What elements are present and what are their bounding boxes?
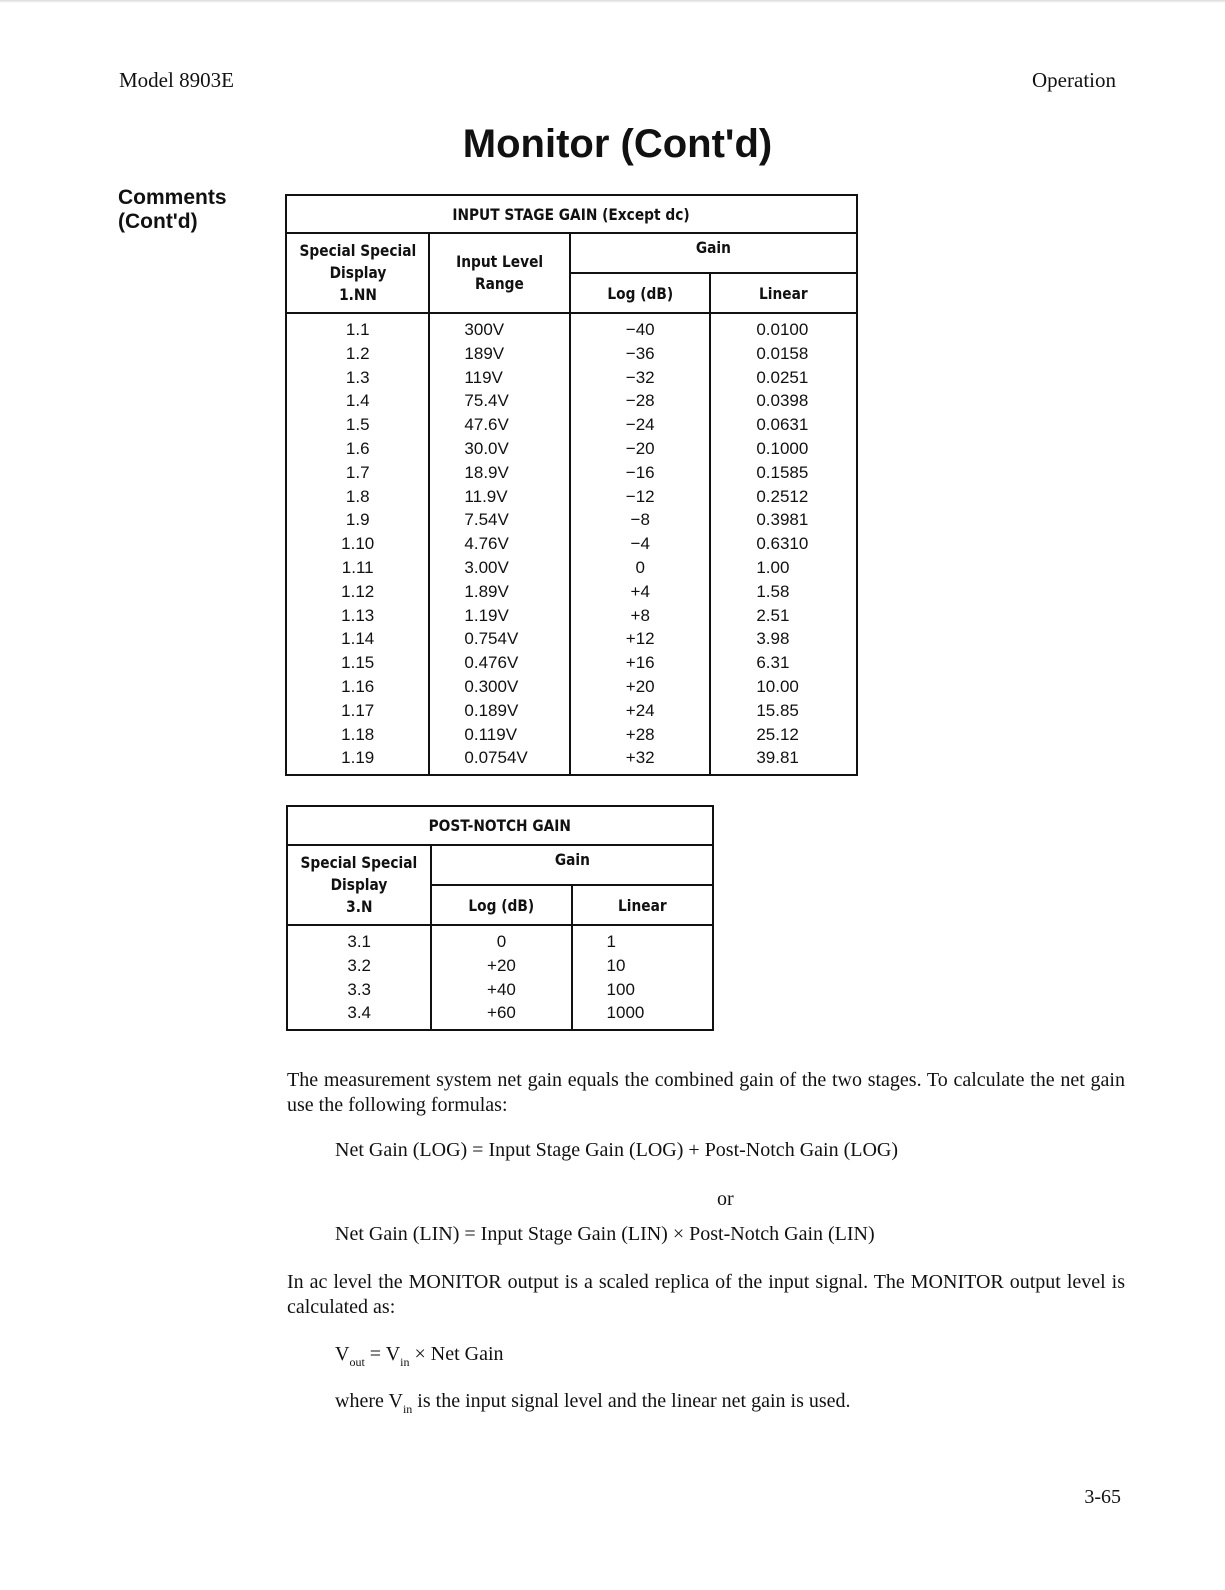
- input-table-cell: 0.0251: [710, 366, 857, 390]
- post-table-cell: 3.1: [287, 925, 431, 954]
- header-section: Operation: [1032, 68, 1116, 92]
- input-table-cell: −4: [570, 532, 710, 556]
- input-table-cell: 0.3981: [710, 508, 857, 532]
- top-rule: [0, 0, 1225, 3]
- post-col-log-header: Log (dB): [431, 885, 571, 925]
- input-table-cell: +32: [570, 746, 710, 775]
- input-table-row: [286, 675, 857, 699]
- input-table-cell: 0: [570, 556, 710, 580]
- input-table-cell: 25.12: [710, 723, 857, 747]
- input-table-cell: 18.9V: [429, 461, 570, 485]
- post-table-title: POST-NOTCH GAIN: [287, 806, 713, 845]
- input-table-row: [286, 485, 857, 509]
- formula-log: Net Gain (LOG) = Input Stage Gain (LOG) + Post-Notch Gain (LOG): [335, 1139, 898, 1161]
- input-table-cell: 1.18: [286, 723, 429, 747]
- input-table-cell: +28: [570, 723, 710, 747]
- paragraph-net-gain: The measurement system net gain equals the combined gain of the two stages. To calculate the net gain use the following formulas:: [287, 1069, 1125, 1116]
- input-table-cell: 0.1000: [710, 437, 857, 461]
- input-table-cell: 0.119V: [429, 723, 570, 747]
- input-table-body: [286, 313, 857, 775]
- input-table-cell: 0.0100: [710, 313, 857, 342]
- input-table-cell: +4: [570, 580, 710, 604]
- page-title: Monitor (Cont'd): [462, 122, 773, 166]
- input-table-cell: 1.2: [286, 342, 429, 366]
- post-table-cell: 0: [431, 925, 571, 954]
- input-table-row: [286, 437, 857, 461]
- input-table-cell: 1.3: [286, 366, 429, 390]
- input-table-cell: 2.51: [710, 604, 857, 628]
- input-table-cell: −16: [570, 461, 710, 485]
- post-table-cell: +20: [431, 954, 571, 978]
- post-col-display-header: Special Special Display 3.N: [287, 845, 431, 925]
- input-table-cell: 1.8: [286, 485, 429, 509]
- page-number: 3-65: [1084, 1486, 1121, 1508]
- input-table-cell: 0.2512: [710, 485, 857, 509]
- input-table-cell: 30.0V: [429, 437, 570, 461]
- input-table-cell: 1.19: [286, 746, 429, 775]
- post-table-cell: +40: [431, 978, 571, 1002]
- input-table-cell: 1.16: [286, 675, 429, 699]
- input-table-cell: +24: [570, 699, 710, 723]
- input-table-cell: −36: [570, 342, 710, 366]
- input-table-cell: 3.00V: [429, 556, 570, 580]
- input-table-cell: 0.6310: [710, 532, 857, 556]
- input-table-cell: 1.12: [286, 580, 429, 604]
- input-table-cell: 1.6: [286, 437, 429, 461]
- header-model: Model 8903E: [119, 68, 234, 92]
- input-table-cell: 0.476V: [429, 651, 570, 675]
- input-table-row: [286, 699, 857, 723]
- input-table-cell: 1.15: [286, 651, 429, 675]
- post-table-cell: 10: [572, 954, 713, 978]
- input-table-cell: 1.10: [286, 532, 429, 556]
- input-table-cell: +20: [570, 675, 710, 699]
- input-table-cell: 1.11: [286, 556, 429, 580]
- input-table-cell: 1.14: [286, 627, 429, 651]
- input-table-cell: +16: [570, 651, 710, 675]
- sidebar-heading-line1: Comments: [118, 186, 227, 209]
- input-table-title: INPUT STAGE GAIN (Except dc): [286, 195, 857, 233]
- input-table-cell: −28: [570, 389, 710, 413]
- input-table-cell: 0.0754V: [429, 746, 570, 775]
- input-table-row: [286, 746, 857, 775]
- input-table-cell: 0.754V: [429, 627, 570, 651]
- input-table-cell: 10.00: [710, 675, 857, 699]
- input-table-row: [286, 389, 857, 413]
- input-table-row: [286, 313, 857, 342]
- input-col-display-header: Special Special Display 1.NN: [286, 233, 429, 313]
- input-table-cell: 189V: [429, 342, 570, 366]
- input-table-cell: 7.54V: [429, 508, 570, 532]
- input-table-cell: +8: [570, 604, 710, 628]
- input-table-row: [286, 532, 857, 556]
- sidebar-heading: [118, 186, 227, 234]
- input-table-cell: −8: [570, 508, 710, 532]
- where-note: where $V_{in}$ is the input signal level and the linear net gain is used.: [335, 1390, 851, 1416]
- sidebar-heading-line2: (Cont'd): [118, 210, 198, 233]
- input-table-cell: −12: [570, 485, 710, 509]
- input-table-cell: 75.4V: [429, 389, 570, 413]
- input-table-row: [286, 651, 857, 675]
- input-table-cell: 0.189V: [429, 699, 570, 723]
- post-table-body: [287, 925, 713, 1030]
- post-table-cell: +60: [431, 1001, 571, 1030]
- input-table-cell: 39.81: [710, 746, 857, 775]
- input-table-cell: −32: [570, 366, 710, 390]
- formula-lin: Net Gain (LIN) = Input Stage Gain (LIN) × Post-Notch Gain (LIN): [335, 1223, 875, 1245]
- formula-vout: $V_{out} = V_{in}$ × Net Gain: [335, 1343, 504, 1369]
- post-table-cell: 1: [572, 925, 713, 954]
- input-col-range-header: Input Level Range: [429, 233, 570, 313]
- post-table-row: [287, 954, 713, 978]
- post-table-cell: 3.2: [287, 954, 431, 978]
- input-table-cell: 1.4: [286, 389, 429, 413]
- input-table-cell: 0.1585: [710, 461, 857, 485]
- input-table-cell: 1.9: [286, 508, 429, 532]
- input-col-linear-header: Linear: [710, 273, 857, 313]
- input-table-cell: 0.300V: [429, 675, 570, 699]
- input-table-cell: 0.0158: [710, 342, 857, 366]
- input-table-cell: 11.9V: [429, 485, 570, 509]
- input-col-log-header: Log (dB): [570, 273, 710, 313]
- input-table-row: [286, 604, 857, 628]
- input-table-cell: −20: [570, 437, 710, 461]
- input-table-cell: 1.58: [710, 580, 857, 604]
- input-table-cell: 1.1: [286, 313, 429, 342]
- input-table-cell: 3.98: [710, 627, 857, 651]
- post-table-cell: 1000: [572, 1001, 713, 1030]
- post-col-linear-header: Linear: [572, 885, 713, 925]
- input-table-cell: +12: [570, 627, 710, 651]
- post-notch-gain-table: [286, 805, 714, 1031]
- input-table-row: [286, 366, 857, 390]
- input-table-cell: 4.76V: [429, 532, 570, 556]
- input-table-row: [286, 627, 857, 651]
- input-table-row: [286, 556, 857, 580]
- input-table-cell: 0.0398: [710, 389, 857, 413]
- input-table-cell: 1.00: [710, 556, 857, 580]
- input-table-row: [286, 342, 857, 366]
- input-table-cell: −40: [570, 313, 710, 342]
- post-table-row: [287, 978, 713, 1002]
- post-table-cell: 100: [572, 978, 713, 1002]
- input-col-gain-header: Gain: [570, 233, 857, 273]
- input-table-row: [286, 723, 857, 747]
- post-table-row: [287, 925, 713, 954]
- post-table-row: [287, 1001, 713, 1030]
- post-col-gain-header: Gain: [431, 845, 713, 885]
- post-table-cell: 3.4: [287, 1001, 431, 1030]
- post-table-cell: 3.3: [287, 978, 431, 1002]
- input-table-row: [286, 508, 857, 532]
- input-table-cell: −24: [570, 413, 710, 437]
- paragraph-monitor-output: In ac level the MONITOR output is a scaled replica of the input signal. The MONITOR output level is calculated as:: [287, 1271, 1125, 1318]
- input-table-cell: 1.13: [286, 604, 429, 628]
- input-table-row: [286, 461, 857, 485]
- input-table-cell: 1.5: [286, 413, 429, 437]
- formula-or: or: [717, 1188, 734, 1210]
- input-table-cell: 0.0631: [710, 413, 857, 437]
- input-table-cell: 15.85: [710, 699, 857, 723]
- input-table-cell: 1.19V: [429, 604, 570, 628]
- input-table-cell: 300V: [429, 313, 570, 342]
- input-table-cell: 47.6V: [429, 413, 570, 437]
- input-stage-gain-table: [285, 194, 858, 776]
- input-table-cell: 1.17: [286, 699, 429, 723]
- input-table-row: [286, 580, 857, 604]
- input-table-row: [286, 413, 857, 437]
- input-table-cell: 1.89V: [429, 580, 570, 604]
- input-table-cell: 1.7: [286, 461, 429, 485]
- input-table-cell: 6.31: [710, 651, 857, 675]
- input-table-cell: 119V: [429, 366, 570, 390]
